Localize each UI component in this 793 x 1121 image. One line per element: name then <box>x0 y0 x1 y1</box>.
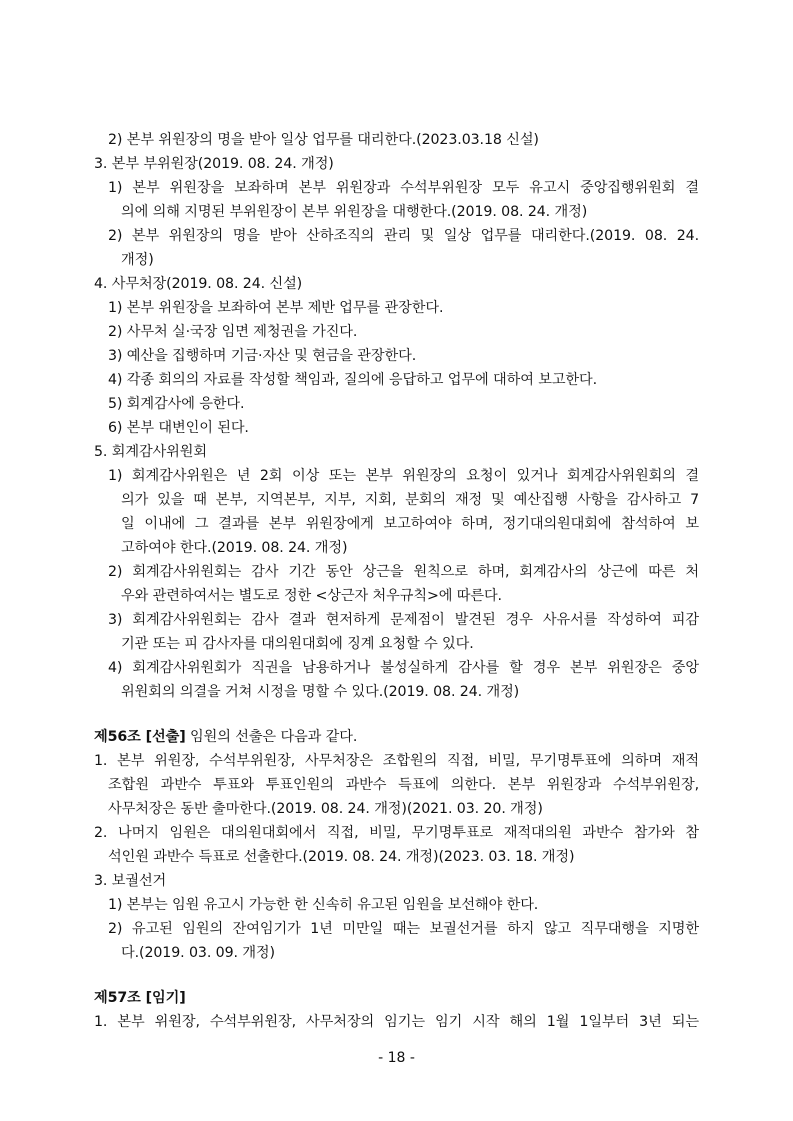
text-line: 3. 본부 부위원장(2019. 08. 24. 개정) <box>94 156 334 172</box>
text-line: 5) 회계감사에 응한다. <box>108 396 245 412</box>
text-line: 우와 관련하여서는 별도로 정한 <상근자 처우규칙>에 따른다. <box>121 588 502 604</box>
article-56-intro: 임원의 선출은 다음과 같다. <box>185 729 358 745</box>
text-line: 1) 본부 위원장을 보좌하여 본부 제반 업무를 관장한다. <box>108 300 444 316</box>
text-line: 2) 유고된 임원의 잔여임기가 1년 미만일 때는 보궐선거를 하지 않고 직무대행을 지명한 <box>108 921 699 937</box>
text-line: 3. 보궐선거 <box>94 873 167 889</box>
text-line: 기관 또는 피 감사자를 대의원대회에 징계 요청할 수 있다. <box>121 636 474 652</box>
text-line: 3) 예산을 집행하며 기금·자산 및 현금을 관장한다. <box>108 348 417 364</box>
text-line: 의가 있을 때 본부, 지역본부, 지부, 지회, 분회의 재정 및 예산집행 사항을 감사하고 7 <box>121 492 699 508</box>
text-line: 4. 사무처장(2019. 08. 24. 신설) <box>94 276 303 292</box>
text-line: 사무처장은 동반 출마한다.(2019. 08. 24. 개정)(2021. 03. 20. 개정) <box>108 801 543 817</box>
text-line: 2) 본부 위원장의 명을 받아 일상 업무를 대리한다.(2023.03.18 신설) <box>108 132 539 148</box>
text-line: 위원회의 의결을 거쳐 시정을 명할 수 있다.(2019. 08. 24. 개정) <box>121 684 520 700</box>
text-line: 조합원 과반수 투표와 투표인원의 과반수 득표에 의한다. 본부 위원장과 수석부위원장, <box>108 777 699 793</box>
article-56-heading-line <box>94 728 357 746</box>
text-line: 1. 본부 위원장, 수석부위원장, 사무처장의 임기는 임기 시작 해의 1월 1일부터 3년 되는 <box>94 1014 699 1030</box>
text-line: 3) 회계감사위원회는 감사 결과 현저하게 문제점이 발견된 경우 사유서를 작성하여 피감 <box>108 612 699 628</box>
text-line: 6) 본부 대변인이 된다. <box>108 420 249 436</box>
text-line: 고하여야 한다.(2019. 08. 24. 개정) <box>121 540 348 556</box>
text-line: 의에 의해 지명된 부위원장이 본부 위원장을 대행한다.(2019. 08. 24. 개정) <box>121 204 588 220</box>
text-line: 5. 회계감사위원회 <box>94 444 207 460</box>
text-line: 석인원 과반수 득표로 선출한다.(2019. 08. 24. 개정)(2023. 03. 18. 개정) <box>108 849 575 865</box>
text-line: 다.(2019. 03. 09. 개정) <box>121 945 275 961</box>
text-line: 1) 본부는 임원 유고시 가능한 한 신속히 유고된 임원을 보선해야 한다. <box>108 897 539 913</box>
text-line: 1. 본부 위원장, 수석부위원장, 사무처장은 조합원의 직접, 비밀, 무기명투표에 의하며 재적 <box>94 753 699 769</box>
text-line: 1) 본부 위원장을 보좌하며 본부 위원장과 수석부위원장 모두 유고시 중앙집행위원회 결 <box>108 180 699 196</box>
article-56-heading: 제56조 [선출] <box>94 729 186 745</box>
text-line: 2) 본부 위원장의 명을 받아 산하조직의 관리 및 일상 업무를 대리한다.(2019. 08. 24. <box>108 228 699 244</box>
text-line: 2. 나머지 임원은 대의원대회에서 직접, 비밀, 무기명투표로 재적대의원 과반수 참가와 참 <box>94 825 699 841</box>
text-line: 2) 사무처 실·국장 임면 제청권을 가진다. <box>108 324 358 340</box>
text-line: 2) 회계감사위원회는 감사 기간 동안 상근을 원칙으로 하며, 회계감사의 상근에 따른 처 <box>108 564 699 580</box>
text-line: 개정) <box>121 252 154 268</box>
text-line: 일 이내에 그 결과를 본부 위원장에게 보고하여야 하며, 정기대의원대회에 참석하여 보 <box>121 516 699 532</box>
text-line: 4) 회계감사위원회가 직권을 남용하거나 불성실하게 감사를 할 경우 본부 위원장은 중앙 <box>108 660 699 676</box>
page-number: - 18 - <box>378 1050 415 1066</box>
article-57-heading: 제57조 [임기] <box>94 990 186 1006</box>
text-line: 4) 각종 회의의 자료를 작성할 책임과, 질의에 응답하고 업무에 대하여 보고한다. <box>108 372 598 388</box>
text-line: 1) 회계감사위원은 년 2회 이상 또는 본부 위원장의 요청이 있거나 회계감사위원회의 결 <box>108 468 699 484</box>
